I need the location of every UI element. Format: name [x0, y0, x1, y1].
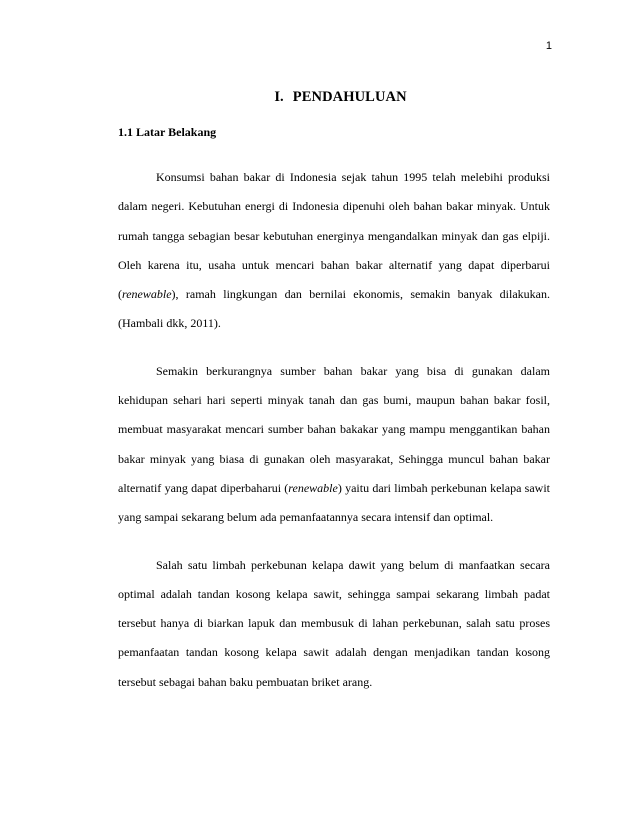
- paragraph-1-text-b: ), ramah lingkungan dan bernilai ekonomis, semakin banyak dilakukan. (Hambali dkk, 2011).: [118, 287, 550, 331]
- paragraph-2-text-a: Semakin berkurangnya sumber bahan bakar yang bisa di gunakan dalam kehidupan sehari hari seperti minyak tanah dan gas bumi, maupun bahan bakar fosil, membuat masyarakat mencari sumber bahan bakakar yang mampu menggantikan bahan bakar minyak yang biasa di gunakan oleh masyarakat, Sehingga muncul bahan bakar alternatif yang dapat diperbaharui (: [118, 363, 550, 495]
- chapter-title: [120, 89, 561, 106]
- paragraph-3-text: Salah satu limbah perkebunan kelapa dawit yang belum di manfaatkan secara optimal adalah tandan kosong kelapa sawit, sehingga sampai sekarang limbah padat tersebut hanya di biarkan lapuk dan membusuk di lahan perkebunan, salah satu proses pemanfaatan tandan kosong kelapa sawit adalah dengan menjadikan tandan kosong tersebut sebagai bahan baku pembuatan briket arang.: [118, 557, 550, 689]
- paragraph-2: [118, 357, 550, 533]
- paragraph-3: [118, 551, 550, 697]
- paragraph-2-italic-term: renewable: [288, 480, 338, 495]
- chapter-numeral: I.: [274, 89, 284, 105]
- paragraph-2-text-b: ) yaitu dari limbah perkebunan kelapa sawit yang sampai sekarang belum ada pemanfaatannya secara intensif dan optimal.: [118, 480, 550, 525]
- paragraph-1-italic-term: renewable: [122, 287, 172, 302]
- paragraph-1-text-a: Konsumsi bahan bakar di Indonesia sejak tahun 1995 telah melebihi produksi dalam negeri. Kebutuhan energi di Indonesia dipenuhi oleh bahan bakar minyak. Untuk rumah tangga sebagian besar kebutuhan energinya mengandalkan minyak dan gas elpiji. Oleh karena itu, usaha untuk mencari bahan bakar alternatif yang dapat diperbarui (: [118, 170, 550, 302]
- paragraph-1: [118, 163, 550, 339]
- body-content: [118, 163, 550, 715]
- section-heading: 1.1 Latar Belakang: [118, 125, 217, 139]
- chapter-title-text: PENDAHULUAN: [292, 89, 407, 105]
- page-number: 1: [545, 40, 552, 52]
